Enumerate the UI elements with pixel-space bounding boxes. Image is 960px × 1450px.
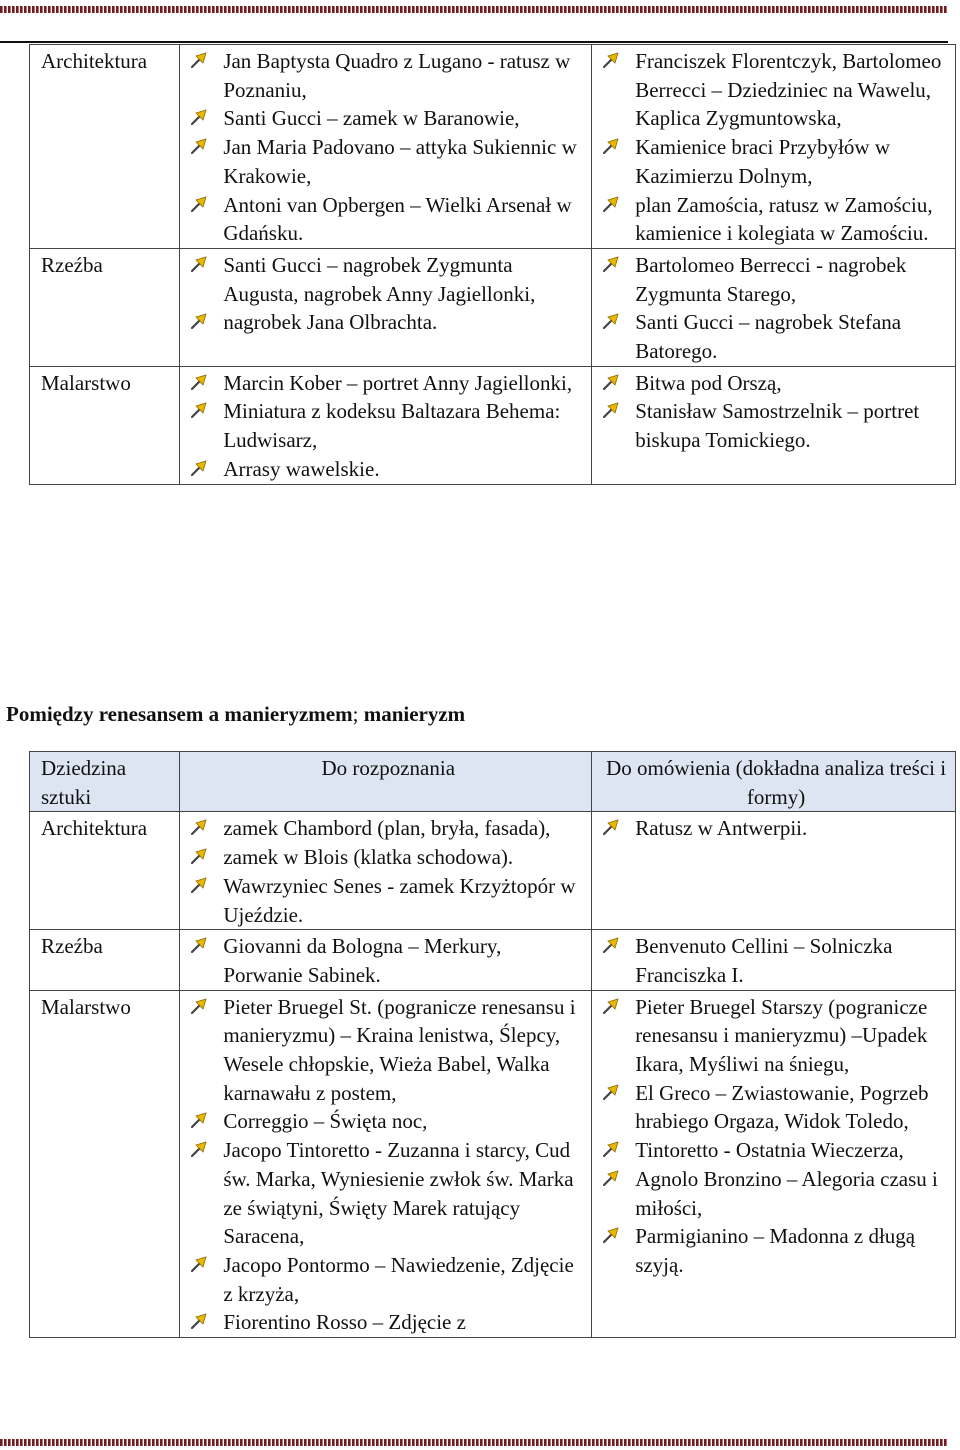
row-recognize-cell <box>180 366 592 484</box>
arrow-bullet-icon <box>191 1112 207 1128</box>
list-item-text: Giovanni da Bologna – Merkury, Porwanie Sabinek. <box>223 934 502 987</box>
list-item-text: Stanisław Samostrzelnik – portret biskupa Tomickiego. <box>635 399 920 453</box>
row-category: Rzeźba <box>30 248 180 366</box>
list-item-text: Miniatura z kodeksu Baltazara Behema: Ludwisarz, <box>223 399 561 453</box>
list-item-text: Parmigianino – Madonna z długą szyją. <box>635 1224 916 1277</box>
list-item-text: Santi Gucci – nagrobek Zygmunta Augusta, nagrobek Anny Jagiellonki, <box>223 252 536 306</box>
arrow-bullet-icon <box>191 998 207 1014</box>
bottom-decorative-rule <box>0 1439 948 1446</box>
row-discuss-cell <box>592 930 956 990</box>
row-discuss-cell <box>592 248 956 366</box>
list-item-text: Marcin Kober – portret Anny Jagiellonki, <box>223 370 573 395</box>
list-item <box>603 308 949 365</box>
arrow-bullet-icon <box>191 460 207 476</box>
table-row <box>30 930 956 990</box>
list-item <box>603 1079 949 1136</box>
row-discuss-cell <box>592 990 956 1337</box>
table-row <box>30 45 956 249</box>
list-item-text: Kamienice braci Przybyłów w Kazimierzu Dolnym, <box>635 135 891 188</box>
discuss-list <box>603 369 949 455</box>
list-item-text: Jan Maria Padovano – attyka Sukiennic w Krakowie, <box>223 135 577 188</box>
arrow-bullet-icon <box>603 196 619 212</box>
art-table-mannerism <box>29 751 956 1338</box>
list-item <box>191 993 585 1108</box>
list-item <box>191 814 585 843</box>
arrow-bullet-icon <box>191 819 207 835</box>
list-item-text: Wawrzyniec Senes - zamek Krzyżtopór w Ujeździe. <box>223 873 576 927</box>
list-item-text: Benvenuto Cellini – Solniczka Franciszka I. <box>635 934 893 987</box>
arrow-bullet-icon <box>191 374 207 390</box>
list-item <box>603 814 949 843</box>
arrow-bullet-icon <box>191 1141 207 1157</box>
list-item-text: Jacopo Tintoretto - Zuzanna i starcy, Cud św. Marka, Wyniesienie zwłok św. Marka ze świątyni, Święty Marek ratujący Saracena, <box>223 1138 574 1249</box>
list-item <box>191 1308 585 1337</box>
arrow-bullet-icon <box>603 1084 619 1100</box>
row-recognize-cell <box>180 930 592 990</box>
row-category: Malarstwo <box>30 990 180 1337</box>
table-row <box>30 990 956 1337</box>
list-item-text: Franciszek Florentczyk, Bartolomeo Berrecci – Dziedziniec na Wawelu, Kaplica Zygmuntowska, <box>635 49 942 131</box>
recognize-list <box>191 993 585 1337</box>
arrow-bullet-icon <box>191 402 207 418</box>
list-item <box>603 397 949 454</box>
arrow-bullet-icon <box>191 256 207 272</box>
top-rule-line <box>0 41 948 43</box>
recognize-list <box>191 369 585 484</box>
list-item-text: Pieter Bruegel St. (pogranicze renesansu i manieryzmu) – Kraina lenistwa, Ślepcy, Wesele chłopskie, Wieża Babel, Walka karnawału z postem, <box>223 994 576 1105</box>
arrow-bullet-icon <box>191 848 207 864</box>
list-item-text: Bartolomeo Berrecci - nagrobek Zygmunta Starego, <box>635 252 907 306</box>
list-item-text: Santi Gucci – nagrobek Stefana Batorego. <box>635 310 902 364</box>
arrow-bullet-icon <box>191 313 207 329</box>
table-row <box>30 812 956 930</box>
discuss-list <box>603 814 949 843</box>
arrow-bullet-icon <box>603 819 619 835</box>
arrow-bullet-icon <box>191 109 207 125</box>
arrow-bullet-icon <box>191 1313 207 1329</box>
discuss-list <box>603 251 949 366</box>
list-item-text: nagrobek Jana Olbrachta. <box>223 310 438 335</box>
recognize-list <box>191 251 585 337</box>
list-item-text: zamek w Blois (klatka schodowa). <box>223 845 514 870</box>
row-discuss-cell <box>592 812 956 930</box>
list-item <box>191 932 585 989</box>
recognize-list <box>191 47 585 248</box>
list-item <box>603 993 949 1079</box>
list-item <box>191 1136 585 1251</box>
list-item-text: Fiorentino Rosso – Zdjęcie z <box>223 1310 466 1335</box>
list-item <box>191 1251 585 1308</box>
arrow-bullet-icon <box>603 313 619 329</box>
row-recognize-cell <box>180 812 592 930</box>
list-item-text: zamek Chambord (plan, bryła, fasada), <box>223 816 551 841</box>
table-row <box>30 248 956 366</box>
discuss-list <box>603 47 949 248</box>
header-field: Dziedzina sztuki <box>30 752 180 812</box>
arrow-bullet-icon <box>603 937 619 953</box>
list-item <box>191 369 585 398</box>
list-item-text: Bitwa pod Orszą, <box>635 370 782 395</box>
header-discuss: Do omówienia (dokładna analiza treści i formy) <box>592 752 956 812</box>
list-item <box>191 397 585 454</box>
list-item <box>603 369 949 398</box>
arrow-bullet-icon <box>191 138 207 154</box>
top-decorative-rule <box>0 6 948 13</box>
list-item-text: Arrasy wawelskie. <box>223 456 380 481</box>
list-item <box>191 872 585 929</box>
section-title-separator: ; <box>352 702 364 726</box>
list-item-text: Correggio – Święta noc, <box>223 1109 428 1134</box>
row-category: Architektura <box>30 812 180 930</box>
row-discuss-cell <box>592 366 956 484</box>
list-item-text: Agnolo Bronzino – Alegoria czasu i miłości, <box>635 1166 938 1220</box>
list-item <box>603 191 949 248</box>
arrow-bullet-icon <box>603 998 619 1014</box>
arrow-bullet-icon <box>603 1227 619 1243</box>
list-item <box>191 843 585 872</box>
list-item <box>603 932 949 989</box>
arrow-bullet-icon <box>603 138 619 154</box>
list-item-text: El Greco – Zwiastowanie, Pogrzeb hrabiego Orgaza, Widok Toledo, <box>635 1080 929 1134</box>
list-item <box>603 133 949 190</box>
list-item <box>191 251 585 308</box>
section-title-bold: Pomiędzy renesansem a manieryzmem <box>6 702 353 726</box>
list-item <box>603 1165 949 1222</box>
list-item-text: Santi Gucci – zamek w Baranowie, <box>223 106 520 131</box>
arrow-bullet-icon <box>603 374 619 390</box>
row-discuss-cell <box>592 45 956 249</box>
list-item-text: Tintoretto - Ostatnia Wieczerza, <box>635 1138 904 1163</box>
arrow-bullet-icon <box>603 1170 619 1186</box>
section-title <box>6 700 465 728</box>
list-item <box>191 191 585 248</box>
arrow-bullet-icon <box>603 1141 619 1157</box>
list-item <box>603 1136 949 1165</box>
arrow-bullet-icon <box>191 52 207 68</box>
art-table-renaissance-poland <box>29 44 956 485</box>
list-item-text: Jacopo Pontormo – Nawiedzenie, Zdjęcie z krzyża, <box>223 1252 574 1306</box>
list-item <box>191 104 585 133</box>
header-recognize: Do rozpoznania <box>180 752 592 812</box>
row-category: Malarstwo <box>30 366 180 484</box>
table-header-row <box>30 752 956 812</box>
list-item <box>191 1107 585 1136</box>
list-item <box>191 133 585 190</box>
list-item <box>603 47 949 133</box>
recognize-list <box>191 932 585 989</box>
section-title-rest: manieryzm <box>363 702 466 726</box>
list-item-text: Pieter Bruegel Starszy (pogranicze renesansu i manieryzmu) –Upadek Ikara, Myśliwi na śniegu, <box>635 994 928 1077</box>
list-item <box>603 251 949 308</box>
row-recognize-cell <box>180 248 592 366</box>
arrow-bullet-icon <box>603 256 619 272</box>
list-item <box>603 1222 949 1279</box>
row-recognize-cell <box>180 45 592 249</box>
arrow-bullet-icon <box>191 1256 207 1272</box>
row-recognize-cell <box>180 990 592 1337</box>
arrow-bullet-icon <box>603 402 619 418</box>
recognize-list <box>191 814 585 929</box>
arrow-bullet-icon <box>191 196 207 212</box>
table-row <box>30 366 956 484</box>
row-category: Rzeźba <box>30 930 180 990</box>
list-item-text: Antoni van Opbergen – Wielki Arsenał w Gdańsku. <box>223 192 572 246</box>
list-item <box>191 455 585 484</box>
list-item <box>191 47 585 104</box>
row-category: Architektura <box>30 45 180 249</box>
arrow-bullet-icon <box>191 937 207 953</box>
arrow-bullet-icon <box>603 52 619 68</box>
list-item-text: Ratusz w Antwerpii. <box>635 816 808 841</box>
list-item-text: plan Zamościa, ratusz w Zamościu, kamienice i kolegiata w Zamościu. <box>635 192 933 246</box>
discuss-list <box>603 932 949 989</box>
arrow-bullet-icon <box>191 877 207 893</box>
discuss-list <box>603 993 949 1280</box>
list-item <box>191 308 585 337</box>
list-item-text: Jan Baptysta Quadro z Lugano - ratusz w Poznaniu, <box>223 49 571 102</box>
